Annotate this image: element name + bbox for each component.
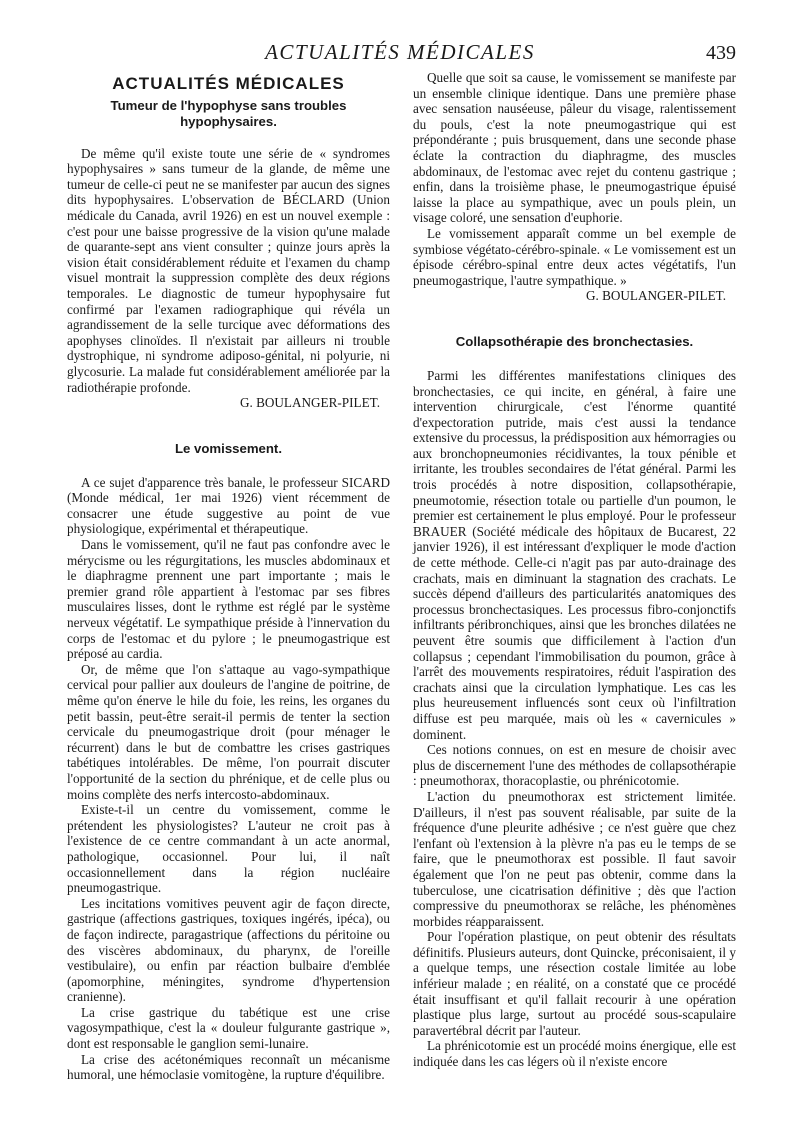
paragraph: Dans le vomissement, qu'il ne faut pas confondre avec le mérycisme ou les régurgitations, les muscles abdominaux et le diaphragme prennent une part importante ; mais le premier grand rôle appartient à l'estomac par ses fibres musculaires lisses, dont le rythme est réglé par le système nerveux végétatif. Le sympathique préside à l'innervation du corps de l'estomac et du pylore ; le pneumogastrique est préposé au cardia. bbox=[67, 537, 390, 662]
paragraph: Existe-t-il un centre du vomissement, comme le prétendent les physiologistes? L'auteur ne croit pas à l'existence de ce centre commandant à un acte anormal, pathologique, occasionnel. Pour lui, il naît occasionnellement dans la région nucléaire pneumogastrique. bbox=[67, 802, 390, 896]
signature: G. BOULANGER-PILET. bbox=[585, 288, 726, 304]
paragraph: A ce sujet d'apparence très banale, le professeur SICARD (Monde médical, 1er mai 1926) vient récemment de consacrer une étude suggestive au point de vue physiologique, expérimental et thérapeutique. bbox=[67, 474, 390, 537]
paragraph: Or, de même que l'on s'attaque au vago-sympathique cervical pour pallier aux douleurs de l'angine de poitrine, de même qu'on énerve le hile du foie, les reins, les organes du petit bassin, peut-être serait-il permis de tenter la section cervicale du pneumogastrique droit (pour ménager le récurrent) dans le but de combattre les crises gastriques tabétiques intolérables. De même, l'on pourrait discuter l'opportunité de la section du phrénique, et de celle plus ou moins complète des nerfs intercosto-abdominaux. bbox=[67, 661, 390, 802]
section-title: ACTUALITÉS MÉDICALES bbox=[112, 74, 345, 93]
paragraph: De même qu'il existe toute une série de « syndromes hypophysaires » sans tumeur de la glande, de même une tumeur de celle-ci peut ne se manifester par aucun des signes dits hypophysaires. L'observation de BÉCLARD (Union médicale du Canada, avril 1926) en est un nouvel exemple : c'est pour une baisse progressive de la vision qu'une malade de quarante-sept ans vient consulter ; quinze jours après la vision était considérablement réduite et l'examen du champ visuel montrait la suppression complète des deux régions temporales. Le diagnostic de tumeur hypophysaire fut confirmé par l'examen radiographique qui révéla un agrandissement de la selle turcique avec déformations des apophyses clinoïdes. Il n'existait par ailleurs ni trouble dystrophique, ni syndrome adiposo-génital, ni polyurie, ni glycosurie. La malade fut considérablement améliorée par la radiothérapie profonde. bbox=[67, 145, 390, 395]
paragraph: L'action du pneumothorax est strictement limitée. D'ailleurs, il n'est pas souvent réalisable, par suite de la fréquence d'une pleurite adhésive ; ce n'est guère que chez l'enfant où l'extension à la plèvre n'a pas eu le temps de se faire, que le pneumothorax est possible. Il faut savoir également que l'on ne peut pas obtenir, comme dans la tuberculose, une cicatrisation définitive ; dès que l'action compressive du pneumothorax se relâche, les phénomènes morbides réapparaissent. bbox=[413, 788, 736, 929]
article-title-vomissement: Le vomissement. bbox=[174, 440, 282, 456]
paragraph: Quelle que soit sa cause, le vomissement se manifeste par un ensemble clinique identique. Dans une première phase avec sensation nauséeuse, pâleur du visage, ralentissement du pouls, c'est la note pneumogastrique qui est prépondérante ; puis brusquement, dans une seconde phase éclate la contraction du diaphragme, des muscles abdominaux, de l'estomac avec rejet du contenu gastrique ; enfin, dans la troisième phase, le pneumogastrique épuisé laisse la place au sympathique, avec un pouls plein, un visage coloré, une sensation d'euphorie. bbox=[413, 70, 736, 226]
paragraph: Parmi les différentes manifestations cliniques des bronchectasies, ce qui incite, en général, à faire une intervention chirurgicale, c'est l'énorme quantité d'expectoration putride, mais c'est aussi la tendance extensive du processus, la prédisposition aux hémorragies ou aux bronchopneumonies récidivantes, la toux pénible et irritante, les troubles secondaires de l'état général. Parmi les trois procédés à notre disposition, collapsothérapie, pneumotomie, résection totale ou partielle d'un poumon, le premier est certainement le plus employé. Pour le professeur BRAUER (Société médicale des hôpitaux de Bucarest, 22 janvier 1926), il est intéressant d'expliquer le mode d'action de cette méthode. Celle-ci n'agit pas par auto-drainage des crachats, mais en diminuant la stagnation des crachats. Le succès dépend d'ailleurs des particularités anatomiques des processus bronchectasiques. Les processus fibro-conjonctifs infiltrants péribronchiques, ainsi que les bronches dilatées ne peuvent être soumis que difficilement à l'action d'un collapsus ; cependant l'immobilisation du poumon, grâce à l'arrêt des mouvements respiratoires, réduit l'aspiration des crachats ainsi que la circulation lymphatique. Les cas les plus heureusement influencés sont ceux où l'infiltration diffuse est peu marquée, mais où les « cavernicules » dominent. bbox=[413, 367, 736, 742]
paragraph: Pour l'opération plastique, on peut obtenir des résultats définitifs. Plusieurs auteurs, dont Quincke, préconisaient, il y a quelque temps, une résection costale limitée au lobe inférieur malade ; en réalité, on a constaté que ce procédé était insuffisant et qu'il fallait recourir à une opération plastique plus large, surtout au procédé sous-scapulaire paravertébral décrit par l'auteur. bbox=[413, 929, 736, 1038]
running-title: ACTUALITÉS MÉDICALES bbox=[265, 40, 535, 64]
paragraph: Les incitations vomitives peuvent agir de façon directe, gastrique (affections gastriques, toxiques ingérés, ipéca), ou de façon indirecte, paragastrique (affections du péritoine ou des viscères abdominaux, du pharynx, de l'oreille vestibulaire), ou enfin par réaction bulbaire d'emblée (apomorphine, méningites, syndrome d'hypertension cranienne). bbox=[67, 895, 390, 1005]
running-header bbox=[0, 40, 800, 70]
signature: G. BOULANGER-PILET. bbox=[239, 395, 380, 411]
left-column bbox=[67, 70, 390, 1083]
paragraph: La crise gastrique du tabétique est une crise vagosympathique, c'est la « douleur fulgurante gastrique », dont est responsable le ganglion semi-lunaire. bbox=[67, 1004, 390, 1052]
article-title-collapsotherapie: Collapsothérapie des bronchectasies. bbox=[455, 333, 694, 349]
article-title-tumeur: Tumeur de l'hypophyse sans troubles hypophysaires. bbox=[110, 97, 347, 129]
paragraph: Ces notions connues, on est en mesure de choisir avec plus de discernement l'une des méthodes de collapsothérapie : pneumothorax, thoracoplastie, ou phrénicotomie. bbox=[413, 742, 736, 789]
page-number: 439 bbox=[706, 42, 736, 64]
right-column bbox=[413, 70, 736, 1070]
paragraph: La phrénicotomie est un procédé moins énergique, elle est indiquée dans les cas légers où il n'existe encore bbox=[413, 1038, 736, 1070]
paragraph: La crise des acétonémiques reconnaît un mécanisme humoral, une hémoclasie vomitogène, la rupture d'équilibre. bbox=[67, 1051, 390, 1083]
paragraph: Le vomissement apparaît comme un bel exemple de symbiose végétato-cérébro-spinale. « Le vomissement est un épisode cérébro-spinal entre deux actes végétatifs, l'un pneumogastrique, l'autre sympathique. » bbox=[413, 225, 736, 288]
